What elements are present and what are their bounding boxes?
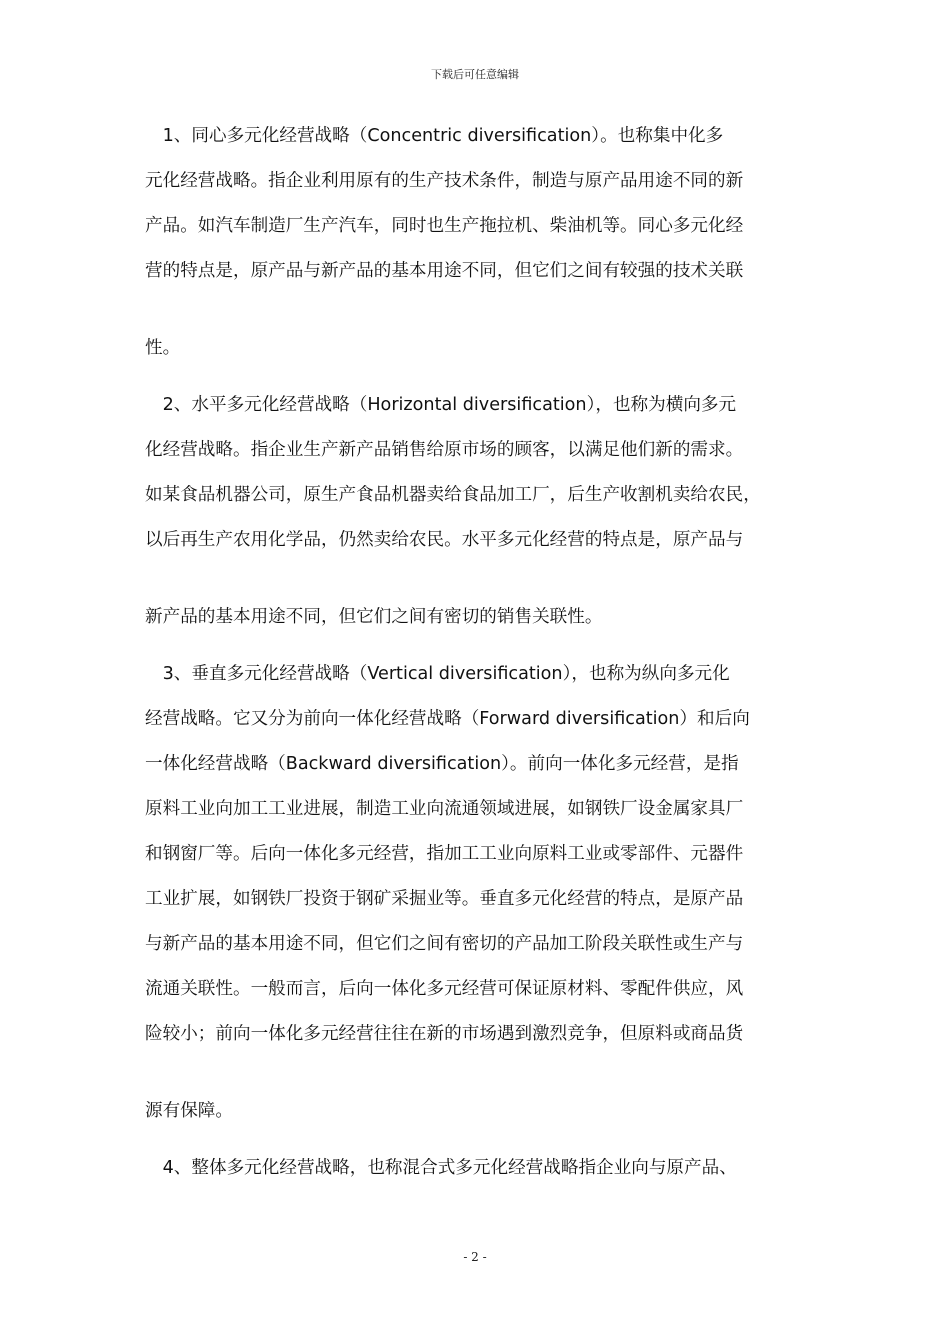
text-line: 如某食品机器公司，原生产食品机器卖给食品加工厂，后生产收割机卖给农民，	[145, 485, 761, 505]
text-line: 新产品的基本用途不同，但它们之间有密切的销售关联性。	[145, 607, 603, 627]
text-line: 性。	[145, 338, 181, 358]
text-line: 1、同心多元化经营战略（Concentric diversification）。也称集中化多	[145, 126, 724, 146]
text-line: 与新产品的基本用途不同，但它们之间有密切的产品加工阶段关联性或生产与	[145, 934, 744, 954]
text-line: 流通关联性。一般而言，后向一体化多元经营可保证原材料、零配件供应，风	[145, 979, 744, 999]
text-line: 原料工业向加工工业进展，制造工业向流通领域进展，如钢铁厂设金属家具厂	[145, 799, 744, 819]
text-line: 工业扩展，如钢铁厂投资于钢矿采掘业等。垂直多元化经营的特点，是原产品	[145, 889, 744, 909]
text-line: 一体化经营战略（Backward diversification）。前向一体化多元经营，是指	[145, 754, 739, 774]
text-line: 产品。如汽车制造厂生产汽车，同时也生产拖拉机、柴油机等。同心多元化经	[145, 216, 744, 236]
text-line: 化经营战略。指企业生产新产品销售给原市场的顾客，以满足他们新的需求。	[145, 440, 744, 460]
text-line: 经营战略。它又分为前向一体化经营战略（Forward diversification）和后向	[145, 709, 750, 729]
text-line: 险较小；前向一体化多元经营往往在新的市场遇到激烈竞争，但原料或商品货	[145, 1024, 744, 1044]
page-header: 下载后可任意编辑	[431, 68, 519, 81]
text-line: 3、垂直多元化经营战略（Vertical diversification），也称为纵向多元化	[145, 664, 730, 684]
text-line: 营的特点是，原产品与新产品的基本用途不同，但它们之间有较强的技术关联	[145, 261, 744, 281]
text-line: 和钢窗厂等。后向一体化多元经营，指加工工业向原料工业或零部件、元器件	[145, 844, 744, 864]
text-line: 元化经营战略。指企业利用原有的生产技术条件，制造与原产品用途不同的新	[145, 171, 744, 191]
page-number: - 2 -	[463, 1250, 487, 1264]
text-line: 2、水平多元化经营战略（Horizontal diversification），也称为横向多元	[145, 395, 737, 415]
text-line: 4、整体多元化经营战略，也称混合式多元化经营战略指企业向与原产品、	[145, 1158, 737, 1178]
text-line: 以后再生产农用化学品，仍然卖给农民。水平多元化经营的特点是，原产品与	[145, 530, 744, 550]
text-line: 源有保障。	[145, 1101, 233, 1121]
